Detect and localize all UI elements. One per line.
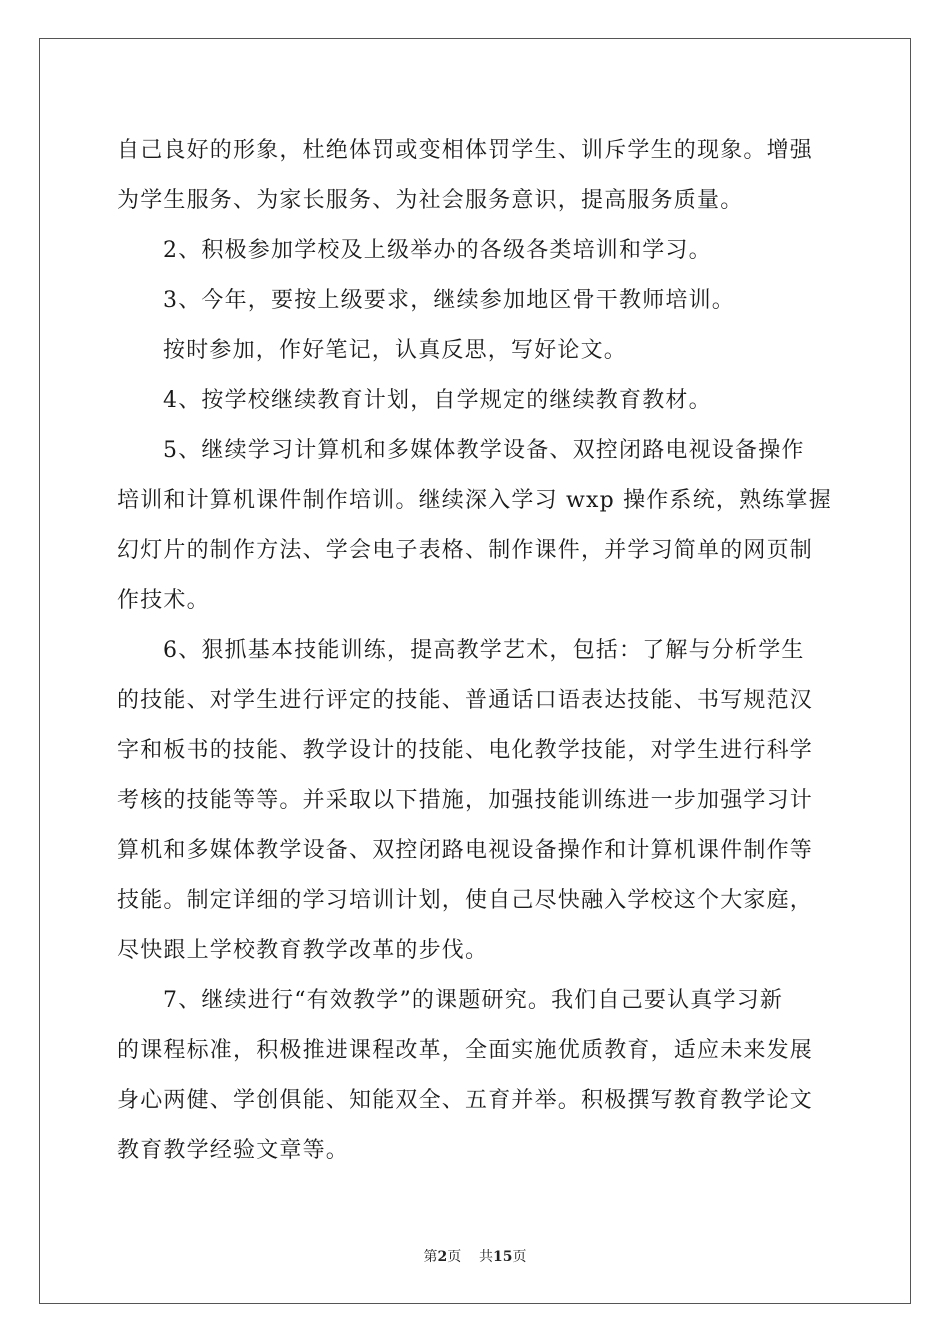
- text-line: 身心两健、学创俱能、知能双全、五育并举。积极撰写教育教学论文: [117, 1088, 814, 1113]
- text-line: 3、今年，要按上级要求，继续参加地区骨干教师培训。: [163, 288, 735, 313]
- total-prefix: 共: [479, 1249, 494, 1265]
- text-line: 技能。制定详细的学习培训计划，使自己尽快融入学校这个大家庭，: [117, 888, 814, 913]
- text-line: 7、继续进行“有效教学”的课题研究。我们自己要认真学习新: [163, 988, 784, 1013]
- page-footer: [0, 1246, 950, 1266]
- current-page-number: 2: [437, 1249, 448, 1265]
- text-line: 教育教学经验文章等。: [117, 1138, 350, 1163]
- text-line: 6、狠抓基本技能训练，提高教学艺术，包括：了解与分析学生: [163, 638, 805, 663]
- text-line: 自己良好的形象，杜绝体罚或变相体罚学生、训斥学生的现象。增强: [117, 138, 814, 163]
- text-line: 字和板书的技能、教学设计的技能、电化教学技能，对学生进行科学: [117, 738, 814, 763]
- total-page-count: 15: [493, 1249, 513, 1265]
- text-line: 为学生服务、为家长服务、为社会服务意识，提高服务质量。: [117, 188, 744, 213]
- page-suffix: 页: [447, 1249, 462, 1265]
- text-line: 作技术。: [117, 588, 210, 613]
- text-line: 2、积极参加学校及上级举办的各级各类培训和学习。: [163, 238, 712, 263]
- document-body: [117, 126, 837, 1176]
- text-line: 按时参加，作好笔记，认真反思，写好论文。: [163, 338, 628, 363]
- text-line: 算机和多媒体教学设备、双控闭路电视设备操作和计算机课件制作等: [117, 838, 814, 863]
- page-prefix: 第: [423, 1249, 438, 1265]
- text-line: 的技能、对学生进行评定的技能、普通话口语表达技能、书写规范汉: [117, 688, 814, 713]
- text-line: 培训和计算机课件制作培训。继续深入学习 wxp 操作系统，熟练掌握: [117, 488, 832, 513]
- text-line: 5、继续学习计算机和多媒体教学设备、双控闭路电视设备操作: [163, 438, 805, 463]
- text-line: 的课程标准，积极推进课程改革，全面实施优质教育，适应未来发展: [117, 1038, 814, 1063]
- total-suffix: 页: [512, 1249, 527, 1265]
- text-line: 4、按学校继续教育计划，自学规定的继续教育教材。: [163, 388, 712, 413]
- text-line: 幻灯片的制作方法、学会电子表格、制作课件，并学习简单的网页制: [117, 538, 814, 563]
- text-line: 考核的技能等等。并采取以下措施，加强技能训练进一步加强学习计: [117, 788, 814, 813]
- text-line: 尽快跟上学校教育教学改革的步伐。: [117, 938, 489, 963]
